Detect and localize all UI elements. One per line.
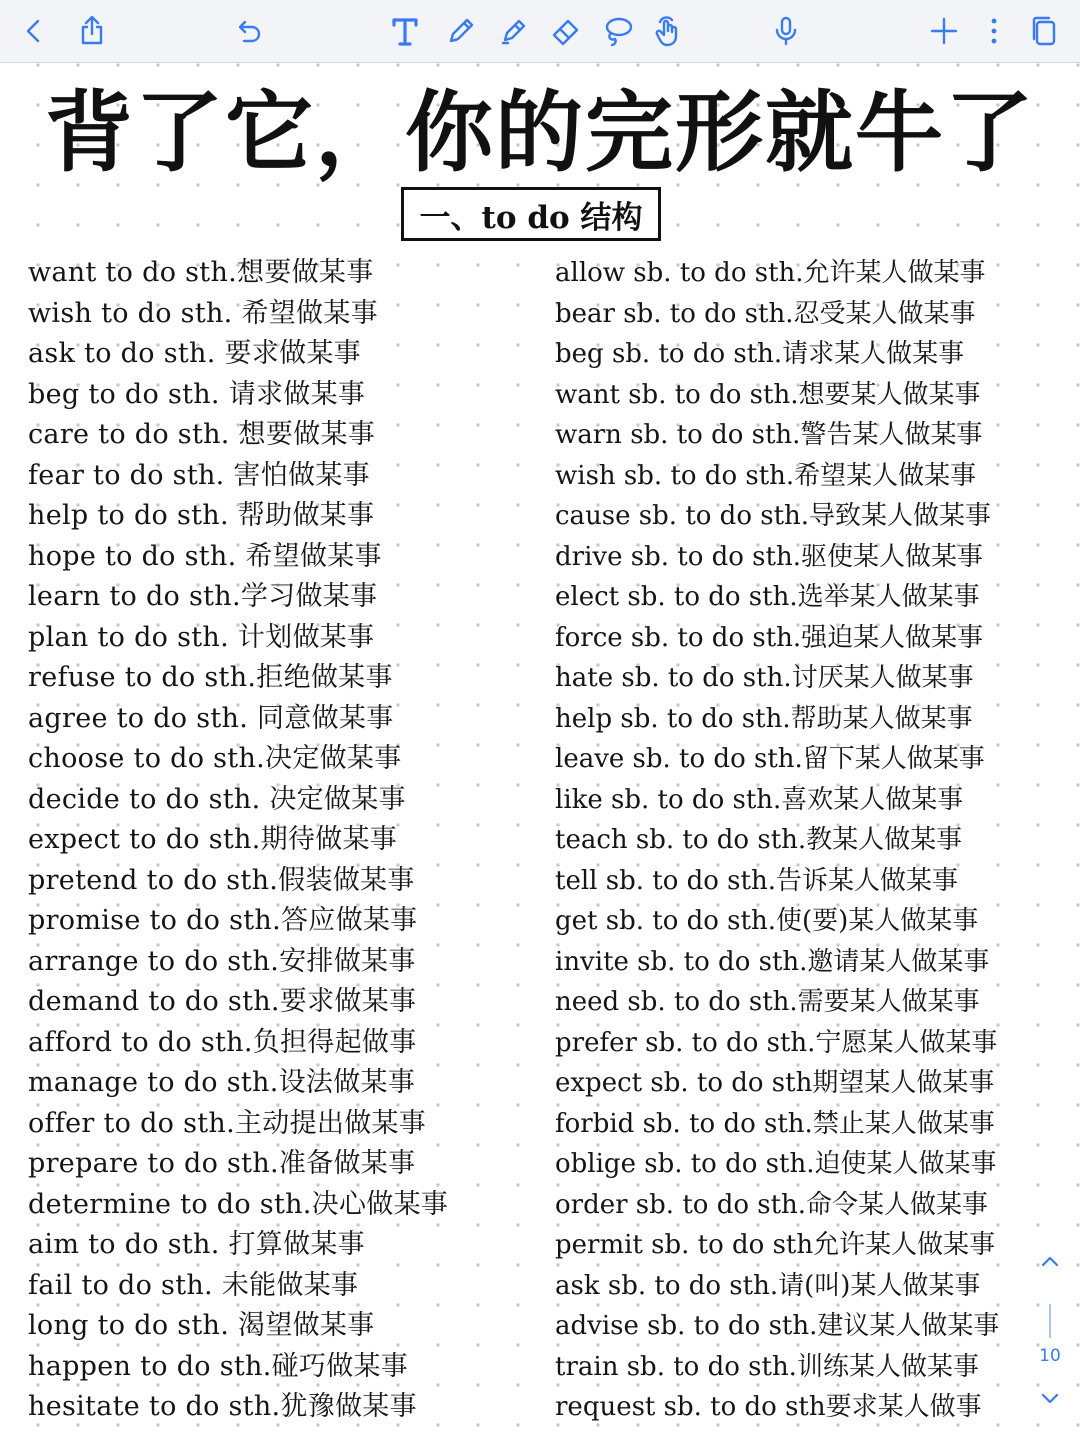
list-item: want to do sth.想要做某事: [28, 257, 374, 288]
list-item: offer to do sth.主动提出做某事: [28, 1107, 427, 1139]
touch-icon[interactable]: [648, 11, 688, 51]
list-item: force sb. to do sth.强迫某人做某事: [555, 622, 984, 653]
list-item: prefer sb. to do sth.宁愿某人做某事: [555, 1027, 998, 1058]
list-item: hesitate to do sth.犹豫做某事: [28, 1391, 417, 1422]
add-icon[interactable]: [924, 11, 964, 51]
list-item: expect to do sth.期待做某事: [28, 824, 398, 855]
list-item: elect sb. to do sth.选举某人做某事: [555, 582, 980, 612]
right-phrase-list: [555, 253, 1065, 1428]
section-heading: 一、to do 结构: [401, 187, 661, 241]
list-item: request sb. to do sth要求某人做事: [555, 1392, 982, 1422]
list-item: help to do sth. 帮助做某事: [28, 500, 375, 531]
list-item: beg sb. to do sth.请求某人做某事: [555, 339, 965, 369]
list-item: arrange to do sth.安排做某事: [28, 945, 416, 977]
list-item: wish to do sth. 希望做某事: [28, 297, 378, 329]
page-scroller[interactable]: [1030, 1250, 1070, 1420]
list-item: ask sb. to do sth.请(叫)某人做某事: [555, 1270, 981, 1301]
list-item: learn to do sth.学习做某事: [28, 581, 378, 612]
list-item: ask to do sth. 要求做某事: [28, 338, 361, 369]
chevron-down-icon[interactable]: [1038, 1386, 1062, 1410]
list-item: teach sb. to do sth.教某人做某事: [555, 825, 963, 855]
list-item: order sb. to do sth.命令某人做某事: [555, 1189, 989, 1220]
list-item: help sb. to do sth.帮助某人做某事: [555, 703, 973, 734]
list-item: decide to do sth. 决定做某事: [28, 783, 406, 815]
note-page[interactable]: [0, 63, 1080, 1440]
text-tool-icon[interactable]: [385, 11, 425, 51]
back-icon[interactable]: [14, 11, 54, 51]
list-item: agree to do sth. 同意做某事: [28, 702, 394, 734]
list-item: plan to do sth. 计划做某事: [28, 621, 375, 653]
highlighter-icon[interactable]: [494, 11, 534, 51]
eraser-icon[interactable]: [546, 11, 586, 51]
list-item: afford to do sth.负担得起做事: [28, 1026, 417, 1058]
more-icon[interactable]: [974, 11, 1014, 51]
list-item: beg to do sth. 请求做某事: [28, 378, 366, 410]
undo-icon[interactable]: [229, 11, 269, 51]
list-item: like sb. to do sth.喜欢某人做某事: [555, 784, 964, 815]
pen-icon[interactable]: [441, 11, 481, 51]
list-item: want sb. to do sth.想要某人做某事: [555, 379, 981, 410]
list-item: fear to do sth. 害怕做某事: [28, 459, 370, 491]
list-item: promise to do sth.答应做某事: [28, 905, 418, 936]
pages-icon[interactable]: [1024, 11, 1064, 51]
list-item: hope to do sth. 希望做某事: [28, 540, 382, 572]
list-item: advise sb. to do sth.建议某人做某事: [555, 1311, 1000, 1341]
list-item: determine to do sth.决心做某事: [28, 1188, 449, 1220]
toolbar: [0, 0, 1080, 63]
page-number: 10: [1039, 1346, 1061, 1366]
list-item: hate sb. to do sth.讨厌某人做某事: [555, 663, 974, 693]
list-item: train sb. to do sth.训练某人做某事: [555, 1351, 979, 1382]
list-item: manage to do sth.设法做某事: [28, 1067, 416, 1098]
list-item: get sb. to do sth.使(要)某人做某事: [555, 906, 979, 936]
list-item: demand to do sth.要求做某事: [28, 986, 417, 1017]
list-item: cause sb. to do sth.导致某人做某事: [555, 501, 992, 531]
list-item: care to do sth. 想要做某事: [28, 419, 376, 450]
list-item: leave sb. to do sth.留下某人做某事: [555, 744, 985, 774]
list-item: fail to do sth. 未能做某事: [28, 1269, 359, 1301]
chevron-up-icon[interactable]: [1038, 1250, 1062, 1274]
list-item: tell sb. to do sth.告诉某人做某事: [555, 865, 958, 896]
list-item: oblige sb. to do sth.迫使某人做某事: [555, 1149, 997, 1179]
list-item: happen to do sth.碰巧做某事: [28, 1350, 409, 1382]
list-item: invite sb. to do sth.邀请某人做某事: [555, 946, 990, 977]
list-item: forbid sb. to do sth.禁止某人做某事: [555, 1108, 995, 1139]
list-item: refuse to do sth.拒绝做某事: [28, 662, 393, 693]
list-item: pretend to do sth.假装做某事: [28, 864, 415, 896]
note-title: 背了它，你的完形就牛了: [44, 81, 1035, 184]
list-item: expect sb. to do sth期望某人做某事: [555, 1068, 995, 1098]
list-item: need sb. to do sth.需要某人做某事: [555, 987, 980, 1017]
list-item: permit sb. to do sth允许某人做某事: [555, 1230, 996, 1260]
list-item: allow sb. to do sth.允许某人做某事: [555, 258, 986, 288]
share-icon[interactable]: [72, 11, 112, 51]
scroll-track[interactable]: [1049, 1304, 1051, 1338]
list-item: drive sb. to do sth.驱使某人做某事: [555, 541, 983, 572]
list-item: bear sb. to do sth.忍受某人做某事: [555, 298, 976, 329]
lasso-icon[interactable]: [598, 11, 638, 51]
list-item: long to do sth. 渴望做某事: [28, 1310, 375, 1341]
list-item: aim to do sth. 打算做某事: [28, 1229, 365, 1260]
microphone-icon[interactable]: [766, 11, 806, 51]
list-item: choose to do sth.决定做某事: [28, 743, 402, 774]
list-item: wish sb. to do sth.希望某人做某事: [555, 460, 977, 491]
list-item: prepare to do sth.准备做某事: [28, 1148, 416, 1179]
left-phrase-list: [28, 253, 528, 1428]
list-item: warn sb. to do sth.警告某人做某事: [555, 420, 983, 450]
